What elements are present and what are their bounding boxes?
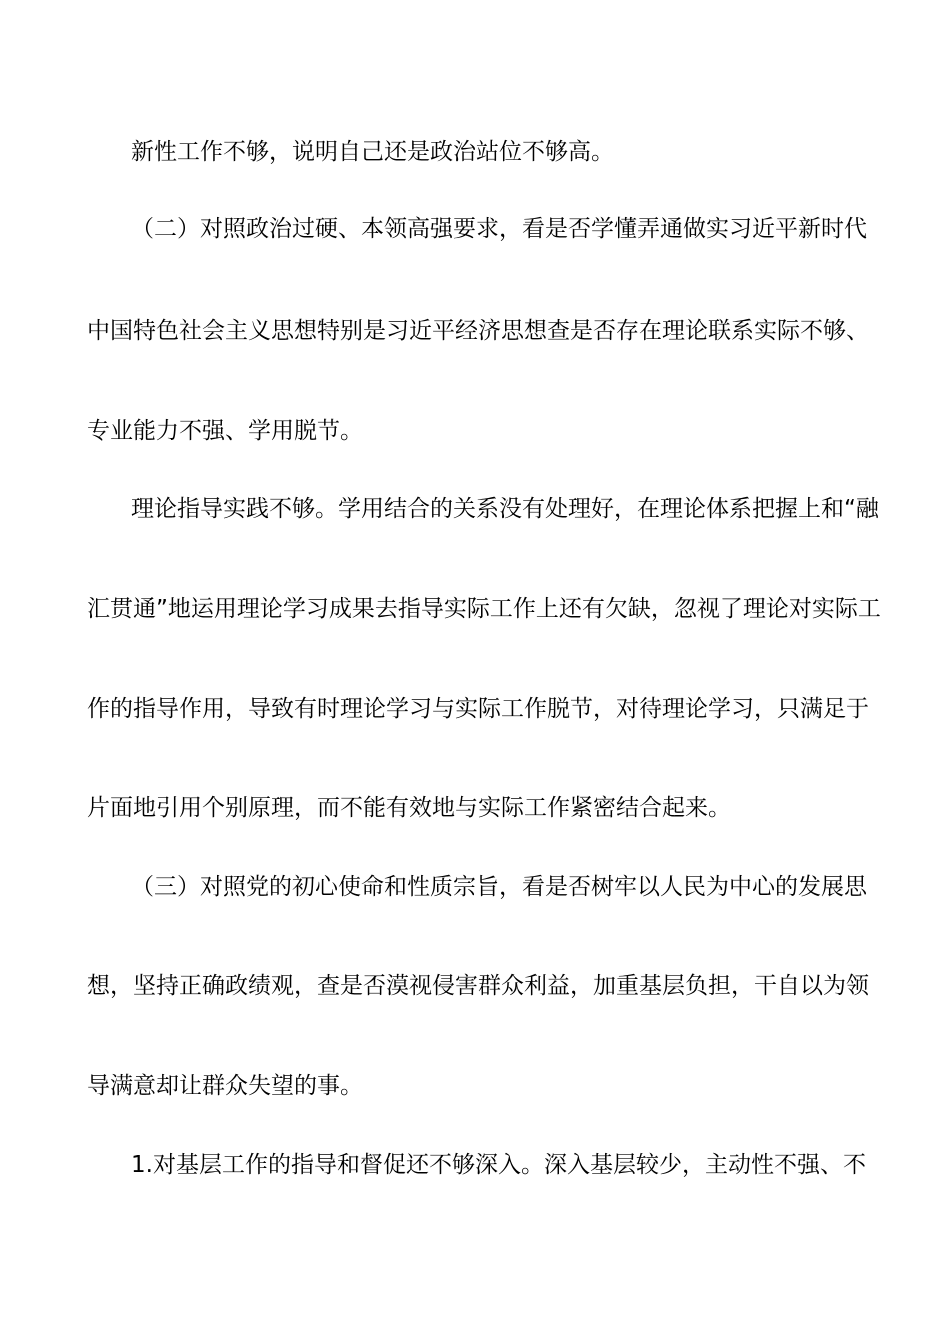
section-heading-3: （三）对照党的初心使命和性质宗旨，看是否树牢以人民为中心的发展思	[131, 874, 867, 900]
text-line-4: 专业能力不强、学用脱节。	[87, 418, 363, 444]
text-line-1: 新性工作不够，说明自己还是政治站位不够高。	[131, 139, 614, 165]
text-line-6: 汇贯通”地运用理论学习成果去指导实际工作上还有欠缺，忽视了理论对实际工	[87, 596, 881, 622]
numbered-item-1: 1.对基层工作的指导和督促还不够深入。深入基层较少，主动性不强、不	[131, 1152, 866, 1178]
paragraph-start-5: 理论指导实践不够。学用结合的关系没有处理好，在理论体系把握上和“融	[131, 496, 879, 522]
text-line-11: 导满意却让群众失望的事。	[87, 1073, 363, 1099]
text-line-3: 中国特色社会主义思想特别是习近平经济思想查是否存在理论联系实际不够、	[87, 318, 869, 344]
text-line-10: 想，坚持正确政绩观，查是否漠视侵害群众利益，加重基层负担，干自以为领	[87, 973, 869, 999]
text-line-8: 片面地引用个别原理，而不能有效地与实际工作紧密结合起来。	[87, 795, 731, 821]
text-line-7: 作的指导作用，导致有时理论学习与实际工作脱节，对待理论学习，只满足于	[87, 696, 869, 722]
section-heading-2: （二）对照政治过硬、本领高强要求，看是否学懂弄通做实习近平新时代	[131, 216, 867, 242]
